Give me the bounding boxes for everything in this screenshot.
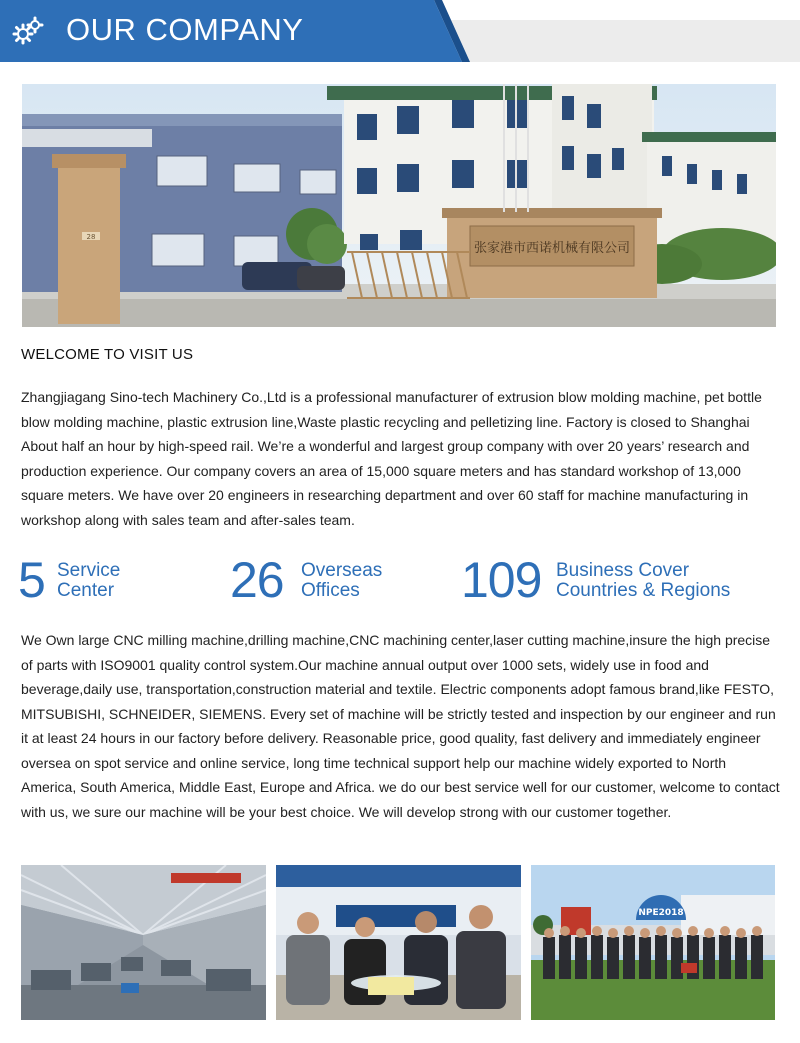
company-intro-paragraph: Zhangjiagang Sino-tech Machinery Co.,Ltd is a professional manufacturer of extrusion blow molding machine, pet bottle blow molding machine, plastic extrusion line,Waste plastic recycling and pelletizing line. Factory is closed to Shanghai About half an hour by high-speed rail. We’re a wonderful and largest group company with over 20 years’ research and production experience. Our company covers an area of 15,000 square meters and has standard workshop of 13,000 square meters. We have over 20 engineers in researching department and over 60 staff for machine manufacturing in workshop along with sales team and after-sales team. [21, 389, 762, 528]
workshop-photo [21, 865, 266, 1020]
stat-number: 109 [461, 552, 542, 608]
expo-group-photo [531, 865, 775, 1020]
stat-number: 5 [18, 552, 45, 608]
trade-show-photo [276, 865, 521, 1020]
stat-label-line2: Countries & Regions [556, 580, 731, 601]
stat-label-line2: Offices [301, 580, 360, 601]
stat-label-line1: Overseas [301, 560, 383, 581]
factory-photo [22, 84, 776, 327]
section-header [0, 0, 800, 62]
stat-label-line1: Service [57, 560, 121, 581]
gears-icon [12, 16, 44, 46]
gate-sign-text: 张家港市西诺机械有限公司 [473, 241, 631, 256]
stat-label-line1: Business Cover [556, 560, 690, 581]
stat-label-line2: Center [57, 580, 115, 601]
expo-banner-text: NPE2018 [638, 908, 684, 918]
welcome-heading: WELCOME TO VISIT US [21, 346, 194, 363]
pillar-number: 28 [86, 233, 96, 241]
company-details-paragraph: We Own large CNC milling machine,drilling machine,CNC machining center,laser cutting machine,insure the high precise of parts with ISO9001 quality control system.Our machine annual output over 1000 sets, widely use in food and beverage,daily use, transportation,construction material and textile. Electric components adopt famous brand,like FESTO, MITSUBISHI, SCHNEIDER, SIEMENS. Every set of machine will be strictly tested and inspection by our engineer and run it at least 24 hours in our factory before delivery. Reasonable price, good quality, fast delivery and immediately engineer oversea on spot service and online service, long time technical support help our machine widely exported to North America, South America, Middle East, Europe and Africa. we do our best service well for our customer, welcome to contact with us, we sure our machine will be your best choice. We will develop strong with our customer together. [21, 632, 780, 820]
page-title: OUR COMPANY [66, 12, 304, 47]
stat-number: 26 [230, 552, 284, 608]
